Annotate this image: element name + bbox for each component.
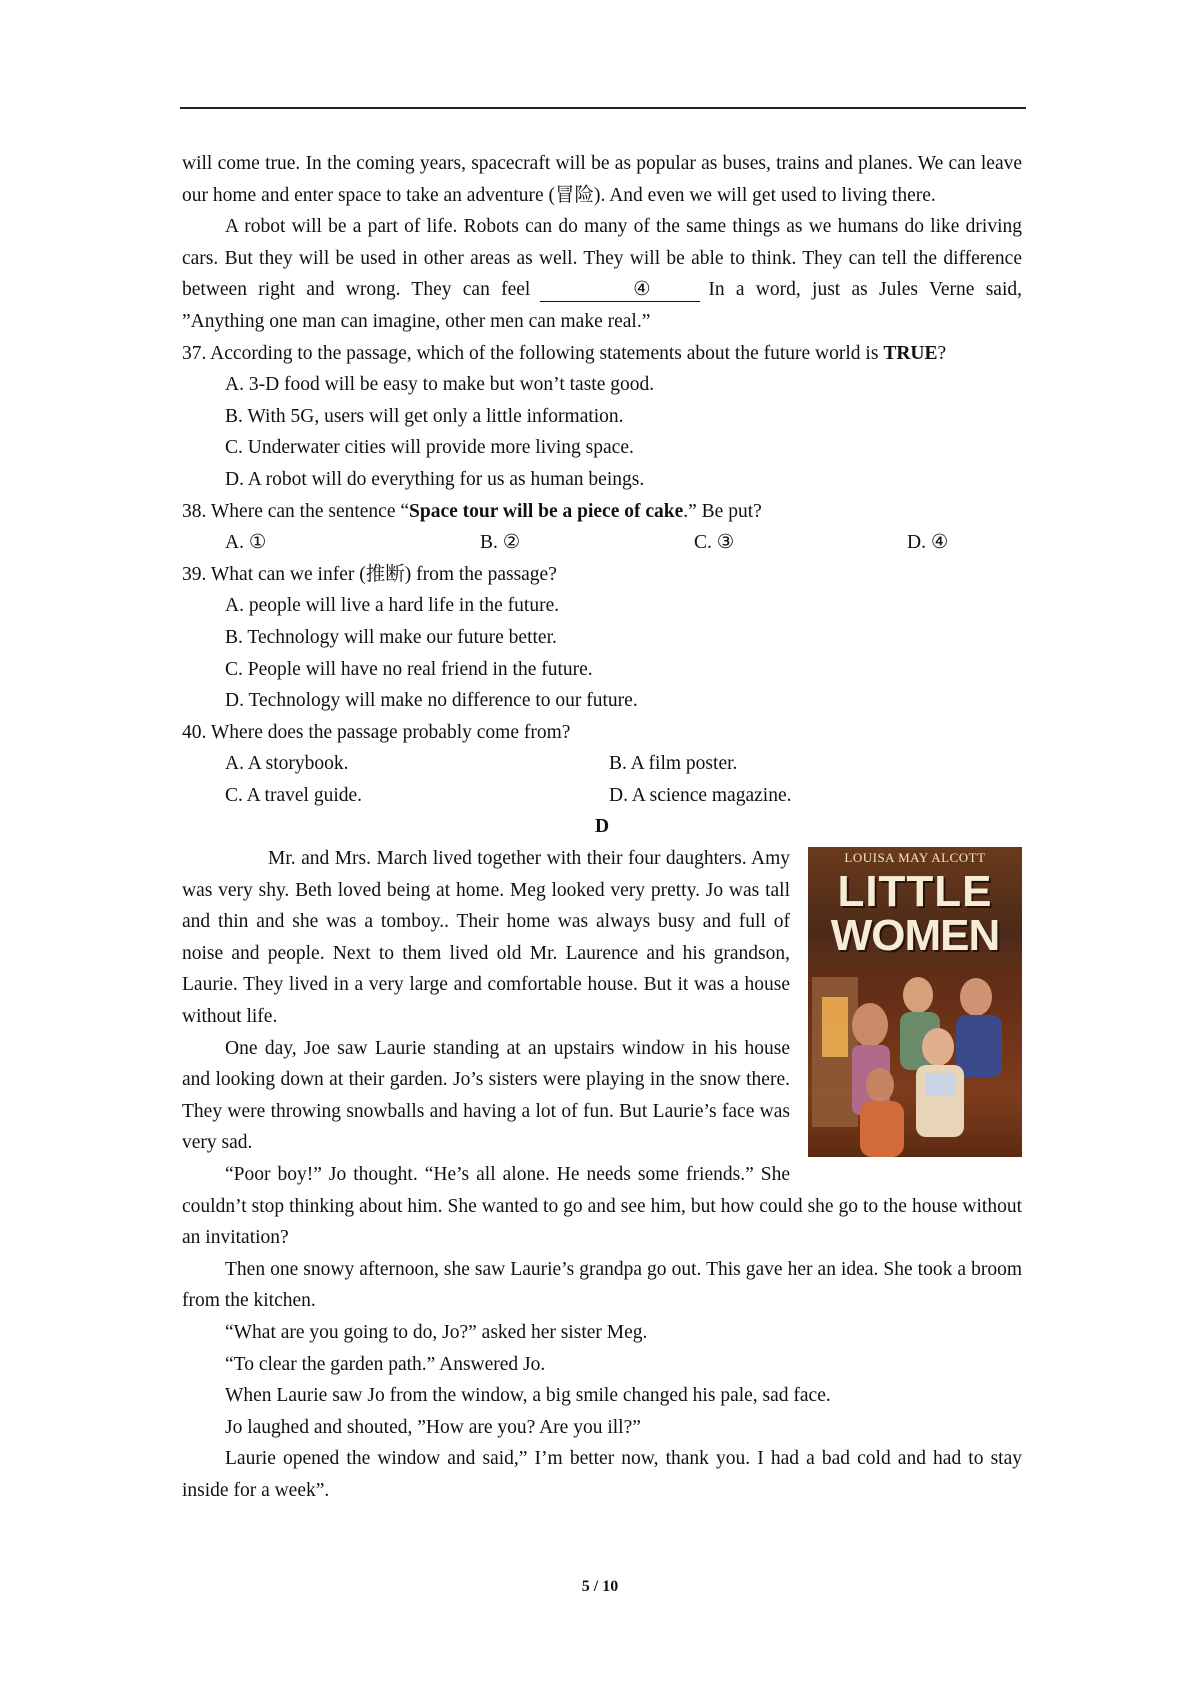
book-cover-image [808, 847, 1022, 1157]
passage-d-paragraph-3: “Poor boy!” Jo thought. “He’s all alone. He needs some friends.” She couldn’t stop thinking about him. She wanted to go and see him, but how could she go to the house without an invitation? [182, 1164, 1022, 1249]
question-40-options-row1 [182, 748, 1022, 780]
book-cover-illustration [808, 847, 1022, 1157]
option-37-a: A. 3-D food will be easy to make but won’t taste good. [225, 374, 655, 396]
passage-d-paragraph-9: Laurie opened the window and said,” I’m better now, thank you. I had a bad cold and had to stay inside for a week”. [182, 1448, 1022, 1501]
option-37-c: C. Underwater cities will provide more living space. [225, 437, 634, 459]
option-39-b: B. Technology will make our future better. [225, 626, 557, 648]
passage-d-paragraph-1: Mr. and Mrs. March lived together with their four daughters. Amy was very shy. Beth loved being at home. Meg looked very pretty. Jo was tall and thin and she was a tomboy.. Their home was always busy and full of noise and people. Next to them lived old Mr. Laurence and his grandson, Laurie. They lived in a very large and comfortable house. But it was a house without life. [182, 848, 790, 1028]
option-37-d: D. A robot will do everything for us as human beings. [225, 468, 645, 490]
book-cover-author: LOUISA MAY ALCOTT [844, 850, 986, 866]
passage-d-paragraph-8: Jo laughed and shouted, ”How are you? Are you ill?” [225, 1416, 641, 1438]
option-40-a: A. A storybook. [225, 753, 349, 775]
option-40-b: B. A film poster. [609, 753, 738, 775]
header-rule [180, 107, 1026, 109]
option-38-d: D. ④ [907, 532, 949, 554]
option-38-c: C. ③ [694, 532, 735, 554]
question-38-stem: 38. Where can the sentence “Space tour will be a piece of cake.” Be put? [182, 500, 762, 522]
option-40-c: C. A travel guide. [225, 784, 363, 806]
book-cover-title-line1: LITTLE [837, 867, 993, 917]
question-40-stem: 40. Where does the passage probably come from? [182, 721, 571, 743]
option-39-a: A. people will live a hard life in the future. [225, 595, 560, 617]
option-40-d: D. A science magazine. [609, 784, 792, 806]
option-37-b: B. With 5G, users will get only a little information. [225, 405, 624, 427]
book-cover-title-line2: WOMEN [830, 911, 1000, 961]
question-37-stem: 37. According to the passage, which of the following statements about the future world is TRUE? [182, 342, 947, 364]
option-39-c: C. People will have no real friend in the future. [225, 658, 593, 680]
passage-d-paragraph-7: When Laurie saw Jo from the window, a big smile changed his pale, sad face. [225, 1385, 831, 1407]
question-38-options [182, 527, 1022, 559]
option-38-b: B. ② [480, 532, 521, 554]
option-39-d: D. Technology will make no difference to our future. [225, 690, 638, 712]
answer-blank-4: ④ [540, 279, 700, 302]
page-number: 5 / 10 [581, 1578, 619, 1595]
passage-c-robot-paragraph: A robot will be a part of life. Robots can do many of the same things as we humans do like driving cars. But they will be used in other areas as well. They will be able to think. They can tell the difference between right and wrong. They can feel ④ In a word, just as Jules Verne said, ”Anything one man can imagine, other men can make real.” [182, 216, 1022, 332]
section-title: D [594, 816, 610, 838]
passage-c-paragraph: will come true. In the coming years, spacecraft will be as popular as buses, trains and planes. We can leave our home and enter space to take an adventure (冒险). And even we will get used to living there. [182, 153, 1022, 206]
option-38-a: A. ① [225, 532, 267, 554]
question-39-stem: 39. What can we infer (推断) from the passage? [182, 563, 557, 585]
passage-d-paragraph-4: Then one snowy afternoon, she saw Laurie’s grandpa go out. This gave her an idea. She took a broom from the kitchen. [182, 1258, 1022, 1312]
passage-d-paragraph-6: “To clear the garden path.” Answered Jo. [225, 1353, 546, 1375]
question-40-options-row2 [182, 780, 1022, 812]
passage-d-paragraph-2: One day, Joe saw Laurie standing at an upstairs window in his house and looking down at their garden. Jo’s sisters were playing in the snow there. They were throwing snowballs and having a lot of fun. But Laurie’s face was very sad. [182, 1037, 790, 1154]
passage-d-paragraph-5: “What are you going to do, Jo?” asked her sister Meg. [225, 1321, 648, 1343]
page-content [182, 148, 1022, 1507]
